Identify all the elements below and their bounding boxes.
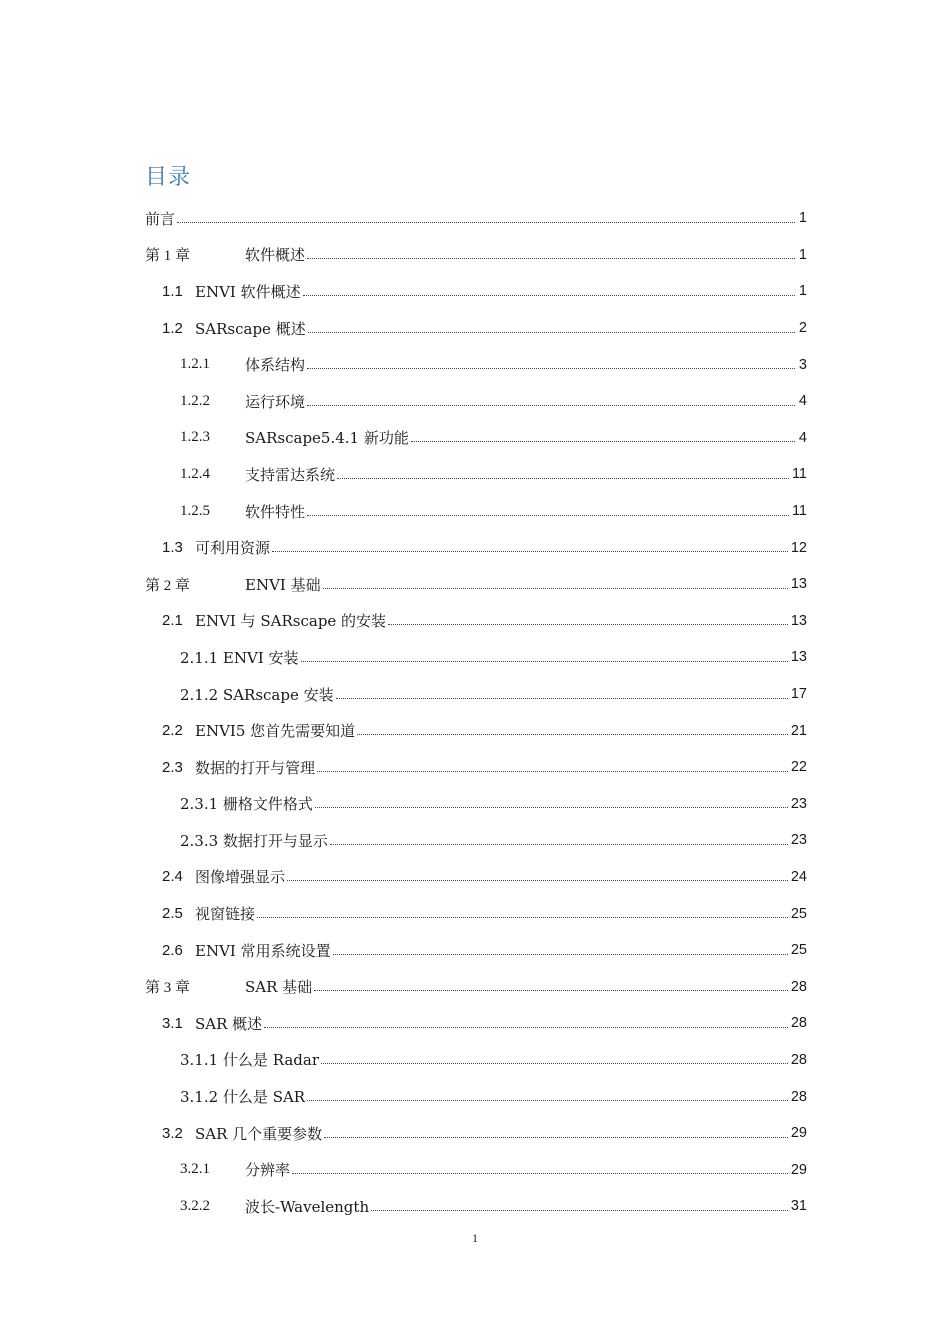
toc-entry[interactable] bbox=[145, 346, 807, 383]
toc-entry-page: 12 bbox=[790, 539, 807, 556]
toc-entry-page: 1 bbox=[798, 246, 807, 263]
dot-leader bbox=[317, 770, 788, 772]
toc-entry[interactable] bbox=[145, 529, 807, 566]
toc-entry-label: ENVI 常用系统设置 bbox=[195, 941, 331, 960]
dot-leader bbox=[307, 367, 795, 369]
toc-entry[interactable] bbox=[145, 822, 807, 859]
toc-entry-label: 体系结构 bbox=[245, 356, 306, 375]
toc-entry-number: 第 3 章 bbox=[145, 980, 191, 997]
toc-entry[interactable] bbox=[145, 1005, 807, 1042]
toc-entry[interactable] bbox=[145, 200, 807, 237]
toc-entry-label: 视窗链接 bbox=[195, 905, 256, 924]
toc-entry-page: 25 bbox=[790, 942, 807, 959]
toc-entry[interactable] bbox=[145, 968, 807, 1005]
dot-leader bbox=[411, 440, 795, 442]
dot-leader bbox=[307, 404, 795, 406]
toc-entry-label: 2.3.1 栅格文件格式 bbox=[180, 795, 313, 814]
toc-entry-page: 1 bbox=[798, 283, 807, 300]
toc-entry-label: 波长-Wavelength bbox=[245, 1197, 370, 1216]
toc-entry-number: 3.2.2 bbox=[180, 1197, 210, 1214]
toc-entry-page: 3 bbox=[798, 356, 807, 373]
dot-leader bbox=[357, 733, 788, 735]
toc-entry-page: 17 bbox=[790, 686, 807, 703]
toc-entry-number: 1.2.5 bbox=[180, 502, 210, 519]
toc-entry-number: 3.2 bbox=[162, 1124, 183, 1142]
toc-entry-page: 23 bbox=[790, 795, 807, 812]
toc-entry-page: 21 bbox=[790, 722, 807, 739]
toc-entry-page: 23 bbox=[790, 832, 807, 849]
dot-leader bbox=[257, 916, 788, 918]
dot-leader bbox=[307, 257, 795, 259]
toc-entry-number: 2.4 bbox=[162, 868, 183, 886]
toc-entry-number: 1.2.3 bbox=[180, 429, 210, 446]
dot-leader bbox=[307, 1099, 788, 1101]
toc-entry-label: ENVI 软件概述 bbox=[195, 282, 301, 301]
toc-entry[interactable] bbox=[145, 456, 807, 493]
toc-entry-number: 2.1 bbox=[162, 612, 183, 630]
toc-entry-label: 3.1.2 什么是 SAR bbox=[180, 1088, 306, 1107]
dot-leader bbox=[333, 953, 788, 955]
dot-leader bbox=[336, 697, 788, 699]
toc-entry[interactable] bbox=[145, 749, 807, 786]
toc-entry[interactable] bbox=[145, 383, 807, 420]
dot-leader bbox=[324, 1136, 788, 1138]
toc-entry-label: 2.3.3 数据打开与显示 bbox=[180, 831, 328, 850]
dot-leader bbox=[321, 1062, 788, 1064]
toc-entry[interactable] bbox=[145, 493, 807, 530]
toc-entry-page: 28 bbox=[790, 978, 807, 995]
toc-entry-page: 1 bbox=[798, 210, 807, 227]
toc-entry-label: 软件特性 bbox=[245, 502, 306, 521]
toc-entry[interactable] bbox=[145, 566, 807, 603]
toc-entry-number: 3.1 bbox=[162, 1014, 183, 1032]
toc-title: 目录 bbox=[145, 165, 192, 190]
toc-entry-page: 11 bbox=[791, 503, 807, 520]
toc-entry[interactable] bbox=[145, 1188, 807, 1225]
toc-entry-label: 2.1.1 ENVI 安装 bbox=[180, 648, 299, 667]
toc-entry-number: 2.3 bbox=[162, 758, 183, 776]
toc-entry[interactable] bbox=[145, 1151, 807, 1188]
toc-entry-number: 1.1 bbox=[162, 282, 183, 300]
toc-entry-label: 前言 bbox=[145, 209, 176, 228]
toc-entry-number: 2.2 bbox=[162, 722, 183, 740]
dot-leader bbox=[330, 843, 788, 845]
toc-entry-page: 13 bbox=[790, 649, 807, 666]
toc-entry-label: SARscape5.4.1 新功能 bbox=[245, 429, 409, 448]
toc-entry-label: 支持雷达系统 bbox=[245, 465, 336, 484]
toc-entry-page: 2 bbox=[798, 320, 807, 337]
toc-entry[interactable] bbox=[145, 273, 807, 310]
toc-entry[interactable] bbox=[145, 1115, 807, 1152]
toc-entry-page: 24 bbox=[790, 868, 807, 885]
toc-entry-page: 13 bbox=[790, 612, 807, 629]
toc-entry-page: 4 bbox=[798, 393, 807, 410]
dot-leader bbox=[301, 660, 788, 662]
toc-entry-label: ENVI 基础 bbox=[245, 575, 321, 594]
toc-entry[interactable] bbox=[145, 603, 807, 640]
toc-entry-number: 1.2.4 bbox=[180, 465, 210, 482]
toc-entry[interactable] bbox=[145, 1078, 807, 1115]
toc-entry-number: 3.2.1 bbox=[180, 1161, 210, 1178]
toc-entry-label: ENVI5 您首先需要知道 bbox=[195, 722, 356, 741]
toc-entry-label: ENVI 与 SARscape 的安装 bbox=[195, 612, 387, 631]
toc-entry-page: 11 bbox=[791, 466, 807, 483]
dot-leader bbox=[264, 1026, 788, 1028]
toc-entry[interactable] bbox=[145, 420, 807, 457]
toc-entry-page: 25 bbox=[790, 905, 807, 922]
toc-entry-label: SAR 几个重要参数 bbox=[195, 1124, 323, 1143]
toc-entry-label: 分辨率 bbox=[245, 1161, 291, 1180]
dot-leader bbox=[303, 294, 795, 296]
dot-leader bbox=[337, 477, 789, 479]
dot-leader bbox=[177, 221, 795, 223]
toc-entry[interactable] bbox=[145, 712, 807, 749]
dot-leader bbox=[315, 806, 788, 808]
toc-entry-label: SARscape 概述 bbox=[195, 319, 306, 338]
toc-entry-page: 28 bbox=[790, 1088, 807, 1105]
toc-entry-page: 29 bbox=[790, 1161, 807, 1178]
toc-entry-page: 31 bbox=[790, 1198, 807, 1215]
toc-entry-number: 1.2 bbox=[162, 319, 183, 337]
dot-leader bbox=[388, 623, 788, 625]
toc-entry-label: 可利用资源 bbox=[195, 539, 271, 558]
toc-entry-label: 2.1.2 SARscape 安装 bbox=[180, 685, 334, 704]
toc-entry-number: 1.2.2 bbox=[180, 392, 210, 409]
toc-entry-number: 2.6 bbox=[162, 941, 183, 959]
toc-entry-page: 13 bbox=[790, 576, 807, 593]
toc-entry-number: 第 1 章 bbox=[145, 248, 191, 265]
toc-entry-page: 4 bbox=[798, 429, 807, 446]
table-of-contents bbox=[145, 200, 807, 1225]
dot-leader bbox=[292, 1172, 788, 1174]
toc-entry-number: 1.2.1 bbox=[180, 356, 210, 373]
toc-entry[interactable] bbox=[145, 932, 807, 969]
dot-leader bbox=[287, 879, 788, 881]
dot-leader bbox=[308, 331, 795, 333]
toc-entry-page: 29 bbox=[790, 1125, 807, 1142]
toc-entry-page: 28 bbox=[790, 1015, 807, 1032]
toc-entry-number: 1.3 bbox=[162, 539, 183, 557]
toc-entry-label: SAR 基础 bbox=[245, 978, 313, 997]
dot-leader bbox=[371, 1209, 788, 1211]
toc-entry-label: 数据的打开与管理 bbox=[195, 758, 316, 777]
dot-leader bbox=[323, 587, 788, 589]
toc-entry-page: 22 bbox=[790, 759, 807, 776]
toc-entry-number: 2.5 bbox=[162, 905, 183, 923]
toc-entry-label: 图像增强显示 bbox=[195, 868, 286, 887]
toc-entry[interactable] bbox=[145, 786, 807, 823]
toc-entry[interactable] bbox=[145, 895, 807, 932]
toc-entry-page: 28 bbox=[790, 1051, 807, 1068]
toc-entry-label: 3.1.1 什么是 Radar bbox=[180, 1051, 319, 1070]
toc-entry-label: SAR 概述 bbox=[195, 1014, 263, 1033]
page-number: 1 bbox=[472, 1231, 478, 1245]
toc-entry[interactable] bbox=[145, 310, 807, 347]
toc-entry[interactable] bbox=[145, 639, 807, 676]
toc-entry-label: 运行环境 bbox=[245, 392, 306, 411]
toc-entry[interactable] bbox=[145, 237, 807, 274]
dot-leader bbox=[272, 550, 788, 552]
toc-entry-label: 软件概述 bbox=[245, 246, 306, 265]
dot-leader bbox=[307, 514, 789, 516]
toc-entry-number: 第 2 章 bbox=[145, 577, 191, 594]
toc-entry[interactable] bbox=[145, 676, 807, 713]
dot-leader bbox=[314, 989, 788, 991]
toc-entry[interactable] bbox=[145, 859, 807, 896]
toc-entry[interactable] bbox=[145, 1042, 807, 1079]
